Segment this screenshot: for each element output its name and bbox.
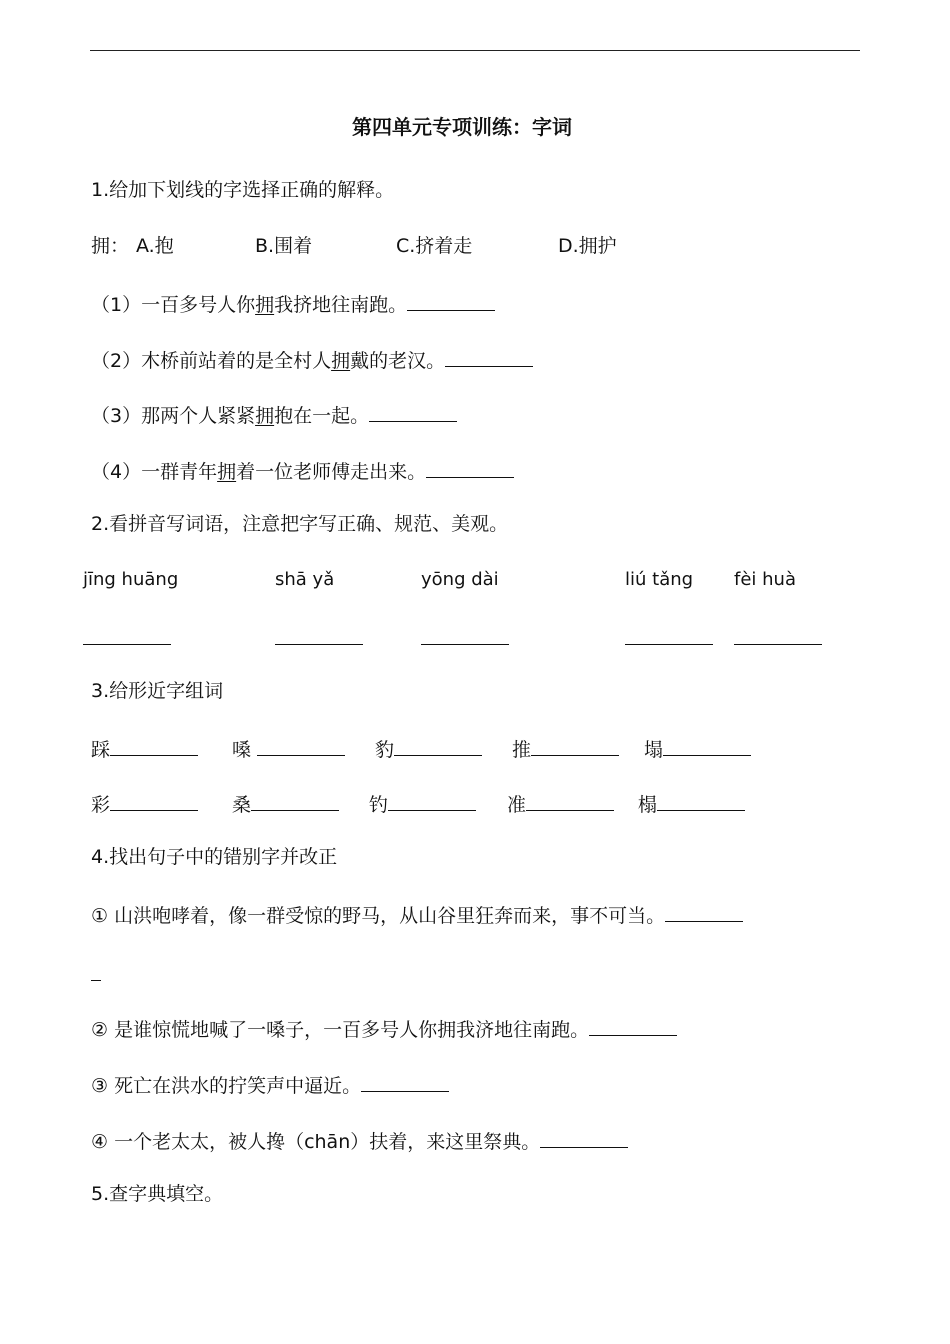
q4-item-1-blank-wrap[interactable]: [91, 960, 101, 987]
q1-option-d: D.拥护: [558, 235, 617, 257]
underlined-char: 拥: [255, 405, 275, 427]
q1-item-2: （2）木桥前站着的是全村人拥戴的老汉。: [91, 346, 533, 373]
answer-blank[interactable]: [589, 1015, 677, 1036]
q4-heading: 4.找出句子中的错别字并改正: [91, 846, 338, 868]
q2-blank-5[interactable]: [734, 624, 822, 651]
q2-blank-4[interactable]: [625, 624, 713, 651]
q3-heading: 3.给形近字组词: [91, 680, 224, 702]
q2-pinyin-1: jīng huāng: [83, 569, 179, 590]
q1-heading: 1.给加下划线的字选择正确的解释。: [91, 179, 395, 201]
q3-row2-item-3: 钓: [369, 790, 476, 817]
q3-row1-item-5: 塌: [644, 735, 751, 762]
underlined-char: 拥: [331, 350, 351, 372]
page-title: 第四单元专项训练：字词: [352, 115, 572, 139]
answer-blank[interactable]: [665, 901, 743, 922]
answer-blank[interactable]: [445, 346, 533, 367]
q1-char-label: 拥：: [91, 235, 130, 257]
q1-item-1: （1）一百多号人你拥我挤地往南跑。: [91, 290, 495, 317]
q4-item-1: ① 山洪咆哮着，像一群受惊的野马，从山谷里狂奔而来，事不可当。: [91, 901, 743, 928]
q2-pinyin-2: shā yǎ: [275, 569, 335, 590]
q1-item-4: （4）一群青年拥着一位老师傅走出来。: [91, 457, 514, 484]
q4-item-3: ③ 死亡在洪水的拧笑声中逼近。: [91, 1071, 449, 1098]
q2-blank-3[interactable]: [421, 624, 509, 651]
header-rule: [90, 50, 860, 51]
q3-row1-item-1: 踩: [91, 735, 198, 762]
q3-row2-item-5: 榻: [638, 790, 745, 817]
q3-row1-item-2: 嗓: [232, 735, 345, 762]
answer-blank[interactable]: [407, 290, 495, 311]
q2-pinyin-3: yōng dài: [421, 569, 499, 590]
q1-option-b: B.围着: [255, 235, 313, 257]
q2-heading: 2.看拼音写词语，注意把字写正确、规范、美观。: [91, 513, 509, 535]
q3-row2-item-2: 桑: [232, 790, 339, 817]
q2-pinyin-5: fèi huà: [734, 569, 796, 590]
answer-blank[interactable]: [426, 457, 514, 478]
answer-blank[interactable]: [361, 1071, 449, 1092]
q3-row2-item-4: 准: [507, 790, 614, 817]
q2-blank-2[interactable]: [275, 624, 363, 651]
underlined-char: 拥: [217, 461, 237, 483]
q2-blank-1[interactable]: [83, 624, 171, 651]
answer-blank[interactable]: [369, 401, 457, 422]
q2-pinyin-4: liú tǎng: [625, 569, 694, 590]
underlined-char: 拥: [255, 294, 275, 316]
q5-heading: 5.查字典填空。: [91, 1183, 224, 1205]
answer-blank[interactable]: [540, 1127, 628, 1148]
q3-row1-item-4: 推: [512, 735, 619, 762]
q3-row2-item-1: 彩: [91, 790, 198, 817]
q1-option-a: A.抱: [136, 235, 174, 257]
q3-row1-item-3: 豹: [375, 735, 482, 762]
q1-option-c: C.挤着走: [396, 235, 473, 257]
q4-item-2: ② 是谁惊慌地喊了一嗓子，一百多号人你拥我济地往南跑。: [91, 1015, 677, 1042]
q1-item-3: （3）那两个人紧紧拥抱在一起。: [91, 401, 457, 428]
q4-item-4: ④ 一个老太太，被人搀（chān）扶着，来这里祭典。: [91, 1127, 628, 1154]
